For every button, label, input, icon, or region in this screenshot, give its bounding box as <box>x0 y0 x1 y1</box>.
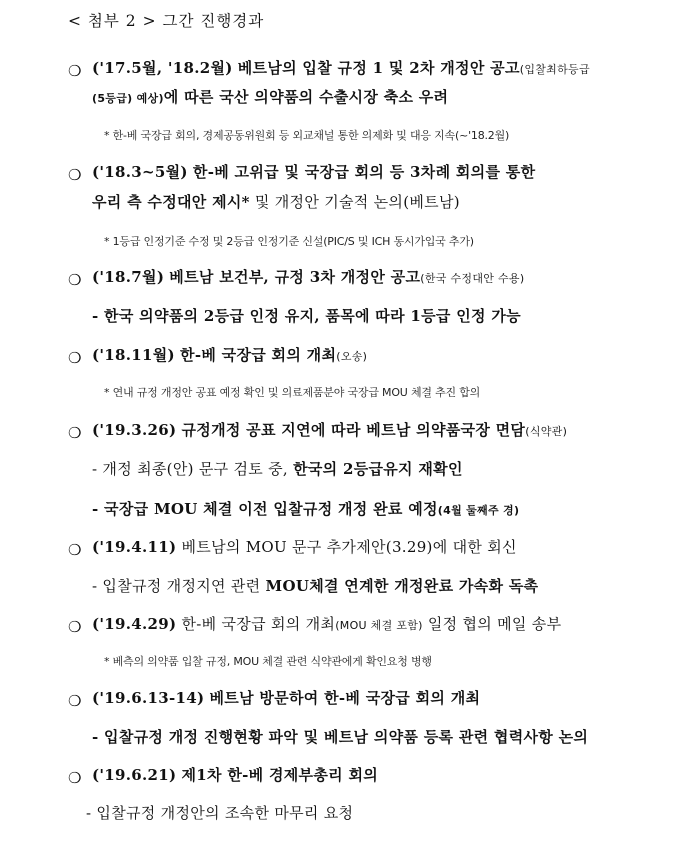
item-1-note: * 한-베 국장급 회의, 경제공동위원회 등 외교채널 통한 의제화 및 대응 지속(~'18.2월) <box>104 129 510 142</box>
item-3-paren: (한국 수정대안 수용) <box>420 272 525 285</box>
bullet-icon: ❍ <box>68 166 82 184</box>
item-3-line-1 <box>92 270 524 285</box>
bullet-icon: ❍ <box>68 62 82 80</box>
bullet-icon: ❍ <box>68 769 82 787</box>
page-title: < 첨부 2 > 그간 진행경과 <box>68 12 265 30</box>
item-2-text: 한-베 고위급 및 국장급 회의 등 3차례 회의를 통한 <box>192 163 536 181</box>
item-5-line-1 <box>92 423 567 438</box>
item-8-line-1 <box>92 691 480 706</box>
item-7-line-1 <box>92 617 561 632</box>
item-6-sub-bold: MOU체결 연계한 개정완료 가속화 독촉 <box>265 577 539 595</box>
bullet-icon: ❍ <box>68 424 82 442</box>
item-1-line-2-text: 에 따른 국산 의약품의 수출시장 축소 우려 <box>163 88 449 106</box>
item-3-text: 베트남 보건부, 규정 3차 개정안 공고 <box>169 268 421 286</box>
item-8-sub <box>92 730 588 745</box>
item-3-date: ('18.7월) <box>92 268 165 286</box>
item-7-text-a: 한-베 국장급 회의 개최 <box>181 615 336 633</box>
item-9-line-1 <box>92 768 378 783</box>
item-7-note: * 베측의 의약품 입찰 규정, MOU 체결 관련 식약관에게 확인요청 병행 <box>104 655 432 668</box>
item-6-sub <box>92 579 538 594</box>
item-8-sub-text: - 입찰규정 개정 진행현황 파악 및 베트남 의약품 등록 관련 협력사항 논의 <box>92 728 589 746</box>
item-1-line-1 <box>92 61 590 76</box>
item-4-date: ('18.11월) <box>92 346 175 364</box>
item-2-note: * 1등급 인정기준 수정 및 2등급 인정기준 신설(PIC/S 및 ICH 동시가입국 추가) <box>104 235 474 248</box>
item-9-sub: - 입찰규정 개정안의 조속한 마무리 요청 <box>86 804 354 822</box>
item-8-date: ('19.6.13-14) <box>92 689 205 707</box>
bullet-icon: ❍ <box>68 541 82 559</box>
bullet-icon: ❍ <box>68 271 82 289</box>
item-3-sub-text: - 한국 의약품의 2등급 인정 유지, 품목에 따라 1등급 인정 가능 <box>92 307 521 325</box>
item-6-date: ('19.4.11) <box>92 538 177 556</box>
item-2-line-2 <box>92 195 460 210</box>
item-2-line-2-bold: 우리 측 수정대안 제시* <box>92 193 250 211</box>
item-5-text: 규정개정 공표 지연에 따라 베트남 의약품국장 면담 <box>181 421 526 439</box>
item-5-sub-1-bold: 한국의 2등급유지 재확인 <box>293 460 463 478</box>
item-1-date: ('17.5월, '18.2월) <box>92 59 233 77</box>
item-2-line-1 <box>92 165 535 180</box>
item-5-sub-2 <box>92 502 519 517</box>
item-1-paren: (입찰최하등급 <box>519 63 590 76</box>
item-8-text-bold: 한-베 국장급 회의 개최 <box>324 689 481 707</box>
item-1-text: 베트남의 입찰 규정 1 및 2차 개정안 공고 <box>237 59 520 77</box>
item-4-paren: (오송) <box>336 350 368 363</box>
item-3-sub <box>92 309 521 324</box>
item-2-date: ('18.3~5월) <box>92 163 188 181</box>
item-4-line-1 <box>92 348 367 363</box>
item-9-date: ('19.6.21) <box>92 766 177 784</box>
item-6-text: 베트남의 MOU 문구 추가제안(3.29)에 대한 회신 <box>181 538 517 556</box>
bullet-icon: ❍ <box>68 349 82 367</box>
item-5-sub-2-small: (4월 둘째주 경) <box>437 504 520 517</box>
item-2-line-2-normal: 및 개정안 기술적 논의(베트남) <box>249 193 460 211</box>
item-5-date: ('19.3.26) <box>92 421 177 439</box>
item-7-paren: (MOU 체결 포함) <box>335 619 423 632</box>
item-5-paren: (식약관) <box>525 425 568 438</box>
item-5-sub-1-normal: - 개정 최종(안) 문구 검토 중, <box>92 460 294 478</box>
item-6-sub-normal: - 입찰규정 개정지연 관련 <box>92 577 266 595</box>
bullet-icon: ❍ <box>68 618 82 636</box>
item-1-line-2 <box>92 90 448 105</box>
item-5-sub-1 <box>92 462 463 477</box>
bullet-icon: ❍ <box>68 692 82 710</box>
item-9-text: 제1차 한-베 경제부총리 회의 <box>181 766 379 784</box>
item-1-line-2-small: (5등급) 예상) <box>92 92 164 105</box>
item-4-text: 한-베 국장급 회의 개최 <box>180 346 337 364</box>
item-7-date: ('19.4.29) <box>92 615 177 633</box>
item-7-text-b: 일정 협의 메일 송부 <box>422 615 562 633</box>
item-4-note: * 연내 규정 개정안 공표 예정 확인 및 의료제품분야 국장급 MOU 체결 추진 합의 <box>104 386 481 399</box>
item-8-text-normal: 베트남 방문하여 <box>209 689 325 707</box>
item-6-line-1 <box>92 540 517 555</box>
item-5-sub-2-bold: - 국장급 MOU 체결 이전 입찰규정 개정 완료 예정 <box>92 500 438 518</box>
